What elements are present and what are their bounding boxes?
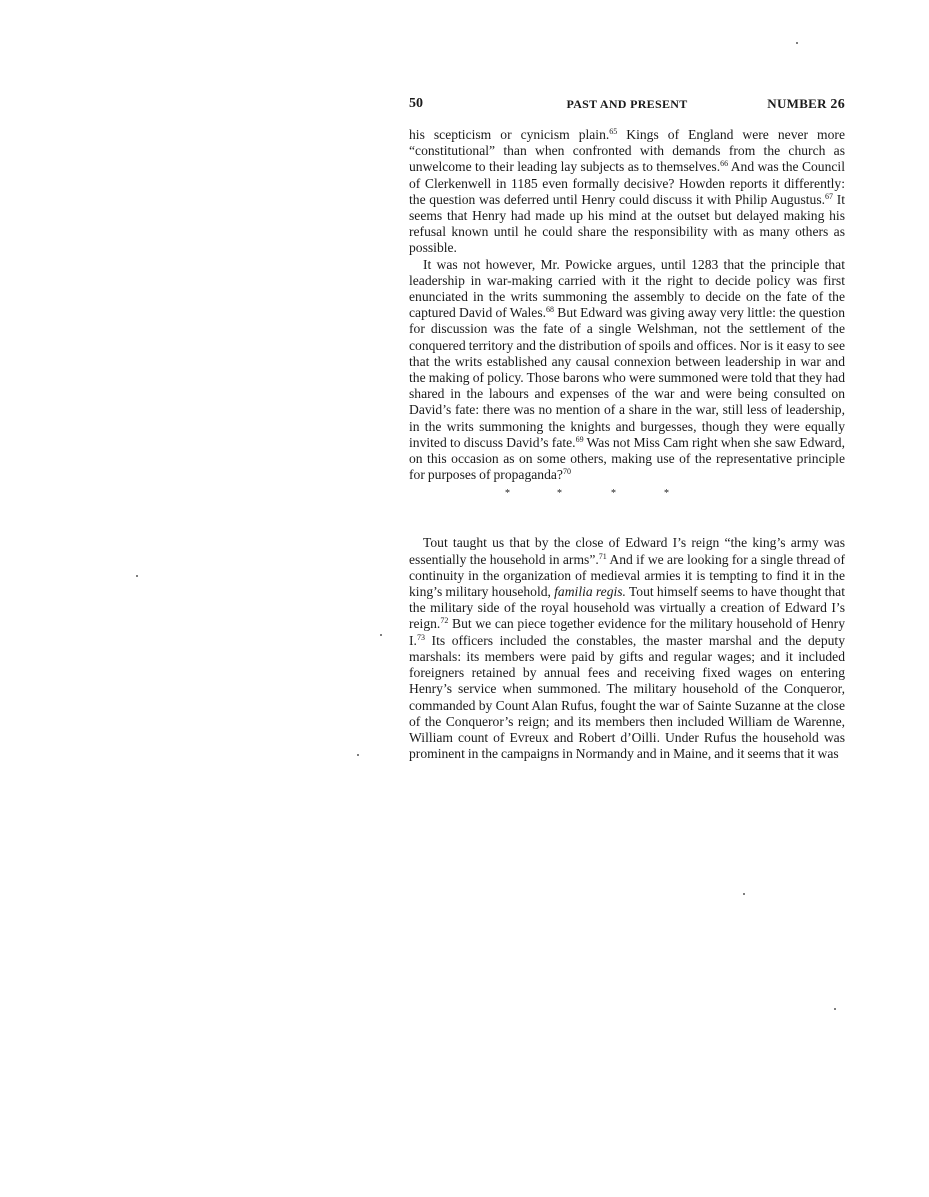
footnote-ref: 71 [598, 551, 607, 561]
scan-speck [743, 893, 745, 895]
scan-speck [357, 754, 359, 756]
text-run: And was the Council of Clerkenwell in 1185 even formally decisive? Howden reports it differently: the question was deferred until Henry could discuss it with Philip Augustus. [409, 159, 845, 207]
footnote-ref: 68 [546, 305, 555, 315]
text-run: But we can piece together evidence for the military household of Henry I. [409, 616, 845, 648]
text-run: Was not Miss Cam right when she saw Edward, on this occasion as on some others, making use of the representative principle for purposes of propaganda? [409, 434, 845, 483]
scan-speck [834, 1008, 836, 1010]
issue-number: 26 [830, 97, 845, 112]
footnote-ref: 69 [575, 434, 584, 444]
separator-star: * [664, 488, 669, 500]
running-header [409, 96, 845, 114]
article-body [409, 127, 845, 762]
separator-star: * [557, 488, 562, 500]
text-run: his scepticism or cynicism plain. [409, 127, 610, 142]
text-run: It was not however, Mr. Powicke argues, until 1283 that the principle that leadership in war-making carried with it the right to decide policy was first enunciated in the writs summoning the assembly to decide on the fate of the captured David of Wales. [409, 256, 845, 321]
text-run: Its officers included the constables, the master marshal and the deputy marshals: its members were paid by gifts and regular wages; and it included foreigners retained by annual fees and receiving fixed wages on entering Henry’s service when summoned. The military household of the Conqueror, commanded by Count Alan Rufus, fought the war of Sainte Suzanne at the close of the Conqueror’s reign; and its members then included William de Warenne, William count of Evreux and Robert d’Oilli. Under Rufus the household was prominent in the campaigns in Normandy and in Maine, and it seems that it was [409, 632, 845, 762]
separator-star: * [611, 488, 616, 500]
footnote-ref: 67 [825, 191, 834, 201]
footnote-ref: 66 [720, 159, 729, 169]
text-run: But Edward was giving away very little: the question for discussion was the fate of a single Welshman, not the settlement of the conquered territory and the distribution of spoils and offices. Nor is it easy to see that the writs established any causal connexion between leadership in war and the making of policy. Those barons who were summoned were told that they had shared in the labours and expenses of the war and were being consulted on David’s fate: there was no mention of a share in the war, still less of leadership, in the writs summoning the knights and burgesses, though they were equally invited to discuss David’s fate. [409, 305, 845, 450]
footnote-ref: 65 [609, 127, 618, 136]
scan-speck [380, 634, 382, 636]
section-separator [409, 483, 845, 505]
footnote-ref: 72 [440, 616, 449, 626]
text-run: Tout taught us that by the close of Edward I’s reign “the king’s army was essentially the household in arms”. [409, 535, 845, 567]
footnote-ref: 70 [562, 467, 571, 477]
footnote-ref: 73 [416, 632, 425, 642]
issue-word: NUMBER [767, 96, 827, 111]
issue-label [767, 96, 845, 113]
scan-speck [796, 42, 798, 44]
separator-star: * [505, 488, 510, 500]
text-run: Tout himself seems to have thought that the military side of the royal household was virtually a creation of Edward I’s reign. [409, 584, 845, 632]
italic-term: familia regis. [554, 584, 626, 600]
text-run: Kings of England were never more “constitutional” than when confronted with demands from the church as unwelcome to their leading lay subjects as to themselves. [409, 127, 845, 175]
text-run: It seems that Henry had made up his mind at the outset but delayed making his refusal known until he could share the responsibility with as many others as possible. [409, 191, 846, 256]
page-number: 50 [409, 96, 423, 111]
paragraph [409, 535, 845, 762]
text-run: And if we are looking for a single thread of continuity in the organization of medieval armies it is tempting to find it in the king’s military household, [409, 551, 846, 600]
journal-title: PAST AND PRESENT [566, 97, 688, 111]
scan-speck [136, 575, 138, 577]
paragraph [409, 127, 845, 257]
paragraph [409, 257, 845, 484]
